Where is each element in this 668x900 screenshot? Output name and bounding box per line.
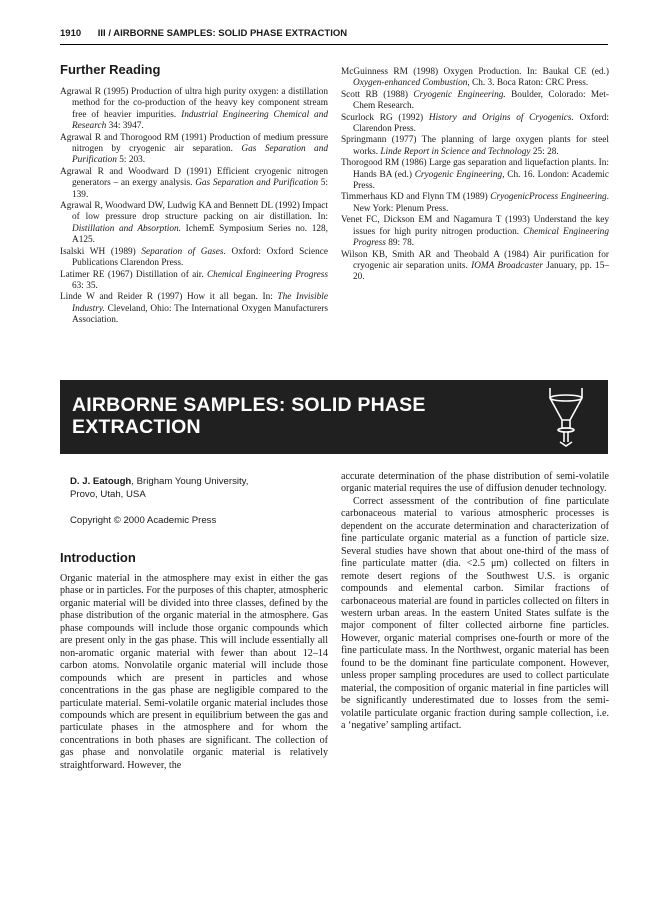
reference-entry (60, 167, 328, 201)
reference-text: Scurlock RG (1992) (341, 112, 429, 123)
reference-text: McGuinness RM (1998) Oxygen Production. In: Baukal CE (ed.) (341, 67, 609, 77)
reference-text: 89: 78. (385, 238, 415, 249)
reference-title: Distillation and Absorption. (72, 223, 181, 234)
running-title: III / AIRBORNE SAMPLES: SOLID PHASE EXTRACTION (97, 28, 348, 39)
reference-text: 63: 35. (72, 280, 98, 291)
reference-entry (341, 135, 609, 158)
running-header (60, 28, 608, 45)
reference-title: Chemical Engineering Progress (353, 226, 609, 249)
reference-title: Gas Separation and Purification (195, 178, 319, 189)
reference-text: 5: 203. (116, 155, 146, 166)
reference-text: Linde W and Reider R (1997) How it all began. In: (60, 292, 278, 303)
reference-text: Agrawal R, Woodward DW, Ludwig KA and Bennett DL (1992) Impact of low pressure drop structure packing on air distillation. In: (60, 201, 328, 223)
reference-title: Oxygen-enhanced Combustion (353, 78, 468, 89)
article-left-column (60, 476, 328, 772)
reference-text: Agrawal R and Woodward D (1991) Efficient cryogenic nitrogen generators – an exergy analysis. (60, 166, 328, 189)
reference-entry (60, 87, 328, 133)
reference-title: Chemical Engineering Progress (206, 269, 328, 280)
reference-text: Scott RB (1988) (341, 89, 414, 100)
reference-list-right (341, 67, 609, 284)
reference-text: Thorogood RM (1986) Large gas separation and liquefaction plants. In: Hands BA (ed.) (341, 158, 609, 180)
reference-entry (341, 158, 609, 192)
article-right-column (341, 471, 609, 733)
page-number: 1910 (60, 28, 82, 39)
reference-entry (60, 292, 328, 326)
reference-title: History and Origins of Cryogenics. (428, 112, 574, 123)
reference-entry (60, 247, 328, 270)
further-reading-left-column (60, 62, 328, 327)
author-affiliation: , Brigham Young University, (131, 476, 249, 487)
body-paragraph: Correct assessment of the contribution of fine particulate carbonaceous material to various atmospheric processes is dependent on the accurate determination and characterization of fine particulate organic material as a function of particle size. Several studies have shown that about one-third of the mass of fine particulate matter (dia. <2.5 μm) collected on filters in remote desert regions of the Southwest U.S. is organic compounds and elemental carbon. Similar fractions of carbonaceous material are found in particles collected on filters in western urban areas. In the eastern United States sulfate is the major component of filter collected airborne fine particles. However, organic material comprises one-fourth or more of the fine particulate mass. In the Northwest, organic material has been found to be the dominant fine particulate component. However, unless proper sampling procedures are used to collect particulate material, the composition of organic material in fine particles will be significantly underestimated due to losses from the semi-volatile particulate organic fraction during sample collection, i.e. a ‘negative’ sampling artifact. (341, 495, 609, 732)
author-location: Provo, Utah, USA (70, 488, 146, 500)
reference-text: Agrawal R (1995) Production of ultra high purity oxygen: a distillation method for the co-production of the heavy key component stream free of heavier impurities. (60, 87, 328, 120)
reference-entry (60, 201, 328, 247)
intro-paragraph: Organic material in the atmosphere may exist in either the gas phase or in particles. For the purposes of this chapter, atmospheric organic material will be divided into three classes, defined by the phase distribution of the organic material in the atmosphere. Gas phase compounds will include those organic compounds which are present only in the gas phase. This will include essentially all non-aromatic organic material with fewer than about 12–14 carbon atoms. Nonvolatile organic material will include those compounds which are present in particles and whose concentrations in the gas phase are negligible compared to the particulate material. Semi-volatile organic material includes those compounds which are present in equilibrium between the gas and particulate phases in the atmosphere and for whom the concentrations in both phases are significant. The collection of gas phase and nonvolatile organic material is relatively straightforward. However, the (60, 573, 328, 771)
reference-entry (341, 67, 609, 90)
reference-text: IchemE Symposium Series no. 128, A125. (72, 223, 328, 246)
author-name: D. J. Eatough (70, 476, 132, 487)
article-title: AIRBORNE SAMPLES: SOLID PHASE EXTRACTION (72, 394, 426, 438)
article-title-banner (60, 380, 608, 454)
reference-entry (341, 215, 609, 249)
reference-text: . New York: Plenum Press. (353, 192, 609, 214)
continued-paragraph: accurate determination of the phase distribution of semi-volatile organic material requires the use of diffusion denuder technology. (341, 471, 609, 495)
reference-title: Linde Report in Science and Technology (380, 146, 531, 157)
reference-text: Cleveland, Ohio: The International Oxygen Manufacturers Association. (72, 303, 328, 326)
reference-text: 34: 3947. (106, 121, 144, 132)
reference-entry (60, 133, 328, 167)
reference-text: Boulder, Colorado: Met-Chem Research. (353, 89, 609, 112)
reference-text: 5: 139. (72, 178, 328, 200)
reference-text: , Ch. 3. Boca Raton: CRC Press. (467, 78, 589, 89)
reference-text: Oxford: Oxford Science Publications Clarendon Press. (72, 246, 329, 269)
further-reading-title: Further Reading (60, 62, 161, 77)
reference-text: Wilson KB, Smith AR and Theobald A (1984) Air purification for cryogenic air separation units. (341, 249, 609, 271)
reference-text: Isalski WH (1989) (60, 246, 142, 257)
reference-title: The Invisible Industry. (72, 292, 328, 314)
reference-entry (341, 250, 609, 284)
reference-text: Latimer RE (1967) Distillation of air. (60, 269, 207, 280)
reference-entry (341, 90, 609, 113)
reference-title: Industrial Engineering Chemical and Research (72, 109, 328, 132)
reference-text: Agrawal R and Thorogood RM (1991) Production of medium pressure nitrogen by cryogenic air separation. (60, 132, 328, 155)
reference-text: Timmerhaus KD and Flynn TM (1989) (341, 192, 491, 203)
reference-text: Oxford: Clarendon Press. (353, 112, 609, 135)
reference-title: Cryogenic Engineering (414, 169, 503, 180)
reference-entry (341, 192, 609, 215)
reference-title: IOMA Broadcaster (471, 260, 544, 271)
funnel-icon (540, 386, 592, 448)
reference-entry (60, 270, 328, 293)
reference-title: Separation of Gases. (141, 246, 226, 257)
reference-entry (341, 113, 609, 136)
reference-text: January, pp. 15–20. (353, 260, 609, 283)
reference-text: , Ch. 16. London: Academic Press. (353, 169, 610, 192)
author-block (70, 476, 328, 501)
section-heading-introduction: Introduction (60, 550, 136, 565)
reference-title: Cryogenic Engineering. (413, 89, 506, 100)
reference-title: CryogenicProcess Engineering (490, 192, 607, 203)
reference-list-left (60, 87, 328, 327)
reference-title: Gas Separation and Purification (72, 144, 328, 166)
copyright-line: Copyright © 2000 Academic Press (70, 515, 217, 526)
reference-text: Springmann (1977) The planning of large oxygen plants for steel works. (341, 135, 609, 157)
reference-text: Venet FC, Dickson EM and Nagamura T (1993) Understand the key issues for high purity nitrogen production. (341, 215, 609, 237)
reference-text: 25: 28. (530, 146, 559, 157)
further-reading-right-column (341, 67, 609, 284)
